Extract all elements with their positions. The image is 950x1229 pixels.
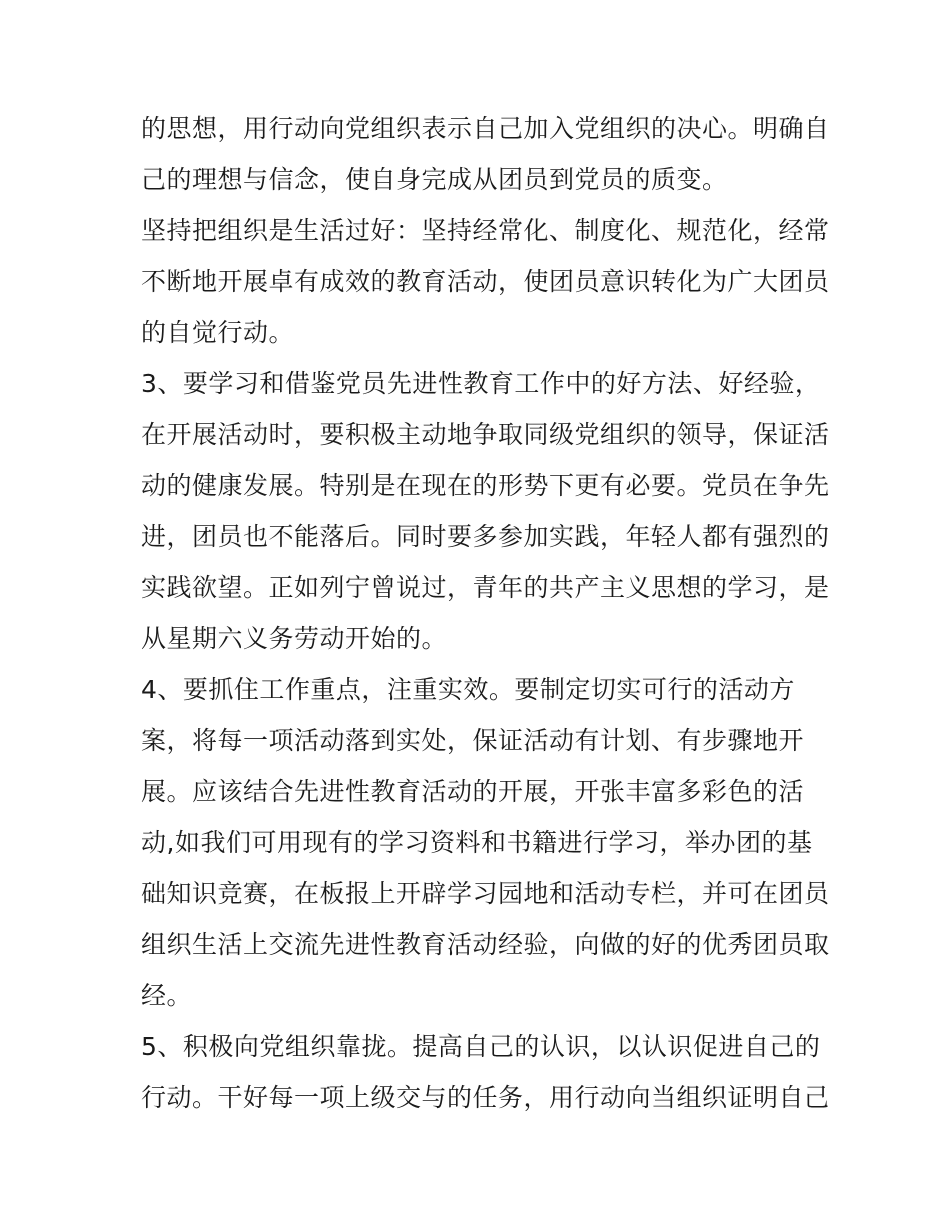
text-line: 展。应该结合先进性教育活动的开展，开张丰富多彩色的活 <box>141 777 805 806</box>
text-line: 动的健康发展。特别是在现在的形势下更有必要。党员在争先 <box>141 471 830 500</box>
text-line: 动,如我们可用现有的学习资料和书籍进行学习，举办团的基 <box>141 828 813 857</box>
text-line: 4、要抓住工作重点，注重实效。要制定切实可行的活动方 <box>141 675 795 704</box>
text-line: 实践欲望。正如列宁曾说过，青年的共产主义思想的学习，是 <box>141 573 830 602</box>
text-line: 经。 <box>141 981 193 1010</box>
text-line: 的自觉行动。 <box>141 318 295 347</box>
text-line: 己的理想与信念，使自身完成从团员到党员的质变。 <box>141 165 728 194</box>
text-line: 组织生活上交流先进性教育活动经验，向做的好的优秀团员取 <box>141 930 830 959</box>
text-line: 3、要学习和借鉴党员先进性教育工作中的好方法、好经验， <box>141 369 821 398</box>
text-line: 在开展活动时，要积极主动地争取同级党组织的领导，保证活 <box>141 420 830 449</box>
text-line: 础知识竞赛，在板报上开辟学习园地和活动专栏，并可在团员 <box>141 879 830 908</box>
text-line: 行动。干好每一项上级交与的任务，用行动向当组织证明自己 <box>141 1083 830 1112</box>
text-line: 案，将每一项活动落到实处，保证活动有计划、有步骤地开 <box>141 726 805 755</box>
text-line: 进，团员也不能落后。同时要多参加实践，年轻人都有强烈的 <box>141 522 830 551</box>
text-line: 从星期六义务劳动开始的。 <box>141 624 448 653</box>
text-line: 5、积极向党组织靠拢。提高自己的认识，以认识促进自己的 <box>141 1032 821 1061</box>
text-line: 坚持把组织是生活过好：坚持经常化、制度化、规范化，经常 <box>141 216 830 245</box>
text-line: 的思想，用行动向党组织表示自己加入党组织的决心。明确自 <box>141 114 830 143</box>
text-line: 不断地开展卓有成效的教育活动，使团员意识转化为广大团员 <box>141 267 830 296</box>
